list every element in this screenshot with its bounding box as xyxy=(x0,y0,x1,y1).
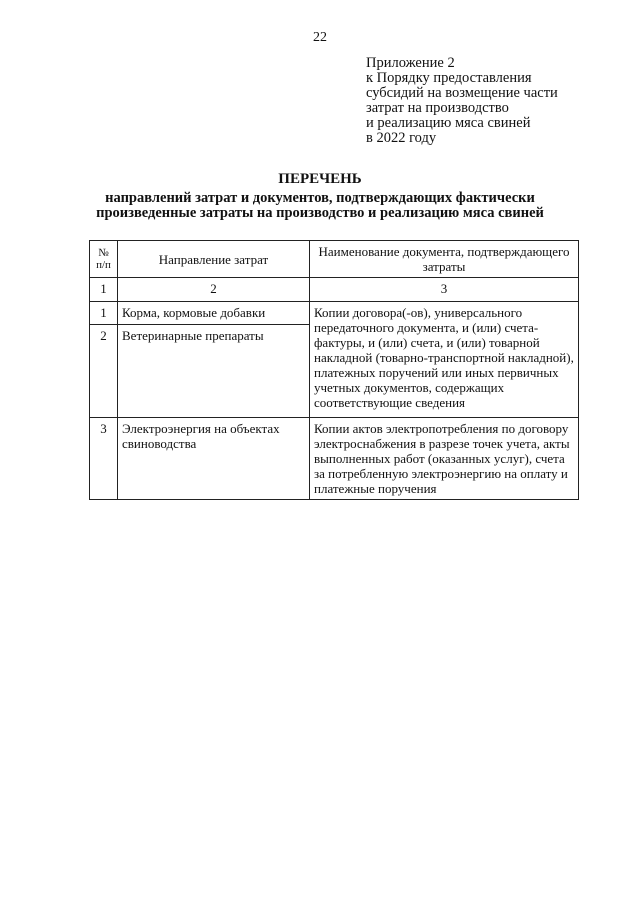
row-num: 3 xyxy=(90,418,118,500)
index-cell: 1 xyxy=(90,278,118,302)
expense-directions-table xyxy=(89,240,579,500)
row-document: Копии договора(-ов), универсального передаточного документа, и (или) счета-фактуры, и (или) счета, и (или) товарной накладной (товарно-транспортной накладной), платежных поручений или иных первичных учетных документов, содержащих соответствующие сведения xyxy=(310,302,579,418)
index-cell: 2 xyxy=(118,278,310,302)
table-row xyxy=(90,302,579,325)
row-num: 1 xyxy=(90,302,118,325)
appendix-line: затрат на производство xyxy=(366,100,509,116)
appendix-line: Приложение 2 xyxy=(366,55,455,71)
subtitle-line: направлений затрат и документов, подтверждающих фактически xyxy=(105,190,535,206)
header-num: № п/п xyxy=(90,241,118,278)
appendix-line: в 2022 году xyxy=(366,130,437,146)
table-index-row xyxy=(90,278,579,302)
appendix-line: субсидий на возмещение части xyxy=(366,85,558,101)
row-direction: Электроэнергия на объектах свиноводства xyxy=(118,418,310,500)
row-direction: Ветеринарные препараты xyxy=(118,325,310,418)
appendix-block xyxy=(366,56,606,146)
document-subtitle xyxy=(0,191,640,221)
appendix-line: и реализацию мяса свиней xyxy=(366,115,531,131)
document-title: ПЕРЕЧЕНЬ xyxy=(278,171,362,187)
index-cell: 3 xyxy=(310,278,579,302)
subtitle-line: произведенные затраты на производство и реализацию мяса свиней xyxy=(96,205,544,221)
row-direction: Корма, кормовые добавки xyxy=(118,302,310,325)
row-num: 2 xyxy=(90,325,118,418)
header-document: Наименование документа, подтверждающего затраты xyxy=(310,241,579,278)
header-direction: Направление затрат xyxy=(118,241,310,278)
appendix-line: к Порядку предоставления xyxy=(366,70,532,86)
table-row xyxy=(90,418,579,500)
table-header-row xyxy=(90,241,579,278)
row-document: Копии актов электропотребления по договору электроснабжения в разрезе точек учета, акты выполненных работ (оказанных услуг), счета за потребленную электроэнергию на оплату и платежные поручения xyxy=(310,418,579,500)
page-number: 22 xyxy=(313,30,327,45)
